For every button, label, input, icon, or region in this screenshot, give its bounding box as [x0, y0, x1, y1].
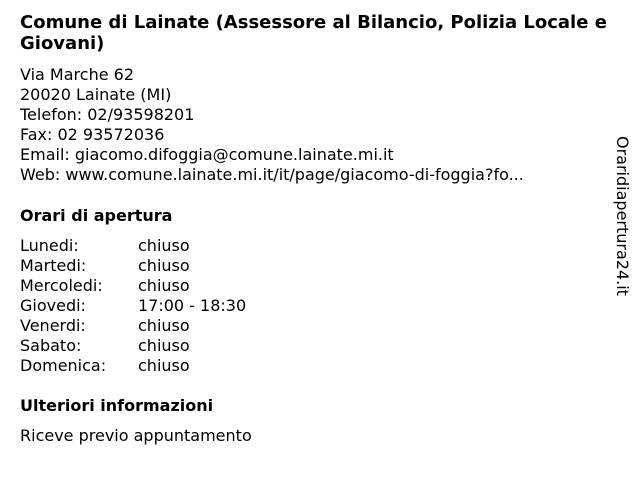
office-info-card	[20, 12, 612, 446]
hours-row-friday	[20, 316, 612, 336]
more-info-heading: Ulteriori informazioni	[20, 396, 214, 415]
hours-row-saturday	[20, 336, 612, 356]
hours-row-tuesday	[20, 256, 612, 276]
day-label: Mercoledi:	[20, 276, 103, 295]
opening-hours-heading: Orari di apertura	[20, 206, 173, 225]
hours-row-thursday	[20, 296, 612, 316]
day-label: Domenica:	[20, 356, 107, 375]
site-watermark	[612, 136, 634, 312]
day-hours: 17:00 - 18:30	[138, 296, 247, 315]
email-address: Email: giacomo.difoggia@comune.lainate.mi.it	[20, 145, 394, 164]
fax-number: Fax: 02 93572036	[20, 125, 165, 144]
day-hours: chiuso	[138, 256, 190, 275]
day-label: Sabato:	[20, 336, 82, 355]
day-hours: chiuso	[138, 336, 190, 355]
day-hours: chiuso	[138, 356, 190, 375]
city-address: 20020 Lainate (MI)	[20, 85, 172, 104]
day-hours: chiuso	[138, 236, 190, 255]
street-address: Via Marche 62	[20, 65, 134, 84]
day-hours: chiuso	[138, 276, 190, 295]
site-watermark-text: Oraridiapertura24.it	[613, 136, 632, 296]
hours-row-monday	[20, 236, 612, 256]
hours-row-wednesday	[20, 276, 612, 296]
phone-number: Telefon: 02/93598201	[20, 105, 195, 124]
more-info-text: Riceve previo appuntamento	[20, 426, 252, 445]
day-hours: chiuso	[138, 316, 190, 335]
day-label: Venerdi:	[20, 316, 86, 335]
day-label: Lunedi:	[20, 236, 79, 255]
opening-hours-table	[20, 236, 612, 376]
page-title: Comune di Lainate (Assessore al Bilancio, Polizia Locale e Giovani)	[20, 12, 607, 54]
contact-block	[20, 65, 612, 185]
day-label: Martedi:	[20, 256, 87, 275]
web-address: Web: www.comune.lainate.mi.it/it/page/giacomo-di-foggia?fo...	[20, 165, 524, 184]
hours-row-sunday	[20, 356, 612, 376]
day-label: Giovedi:	[20, 296, 86, 315]
